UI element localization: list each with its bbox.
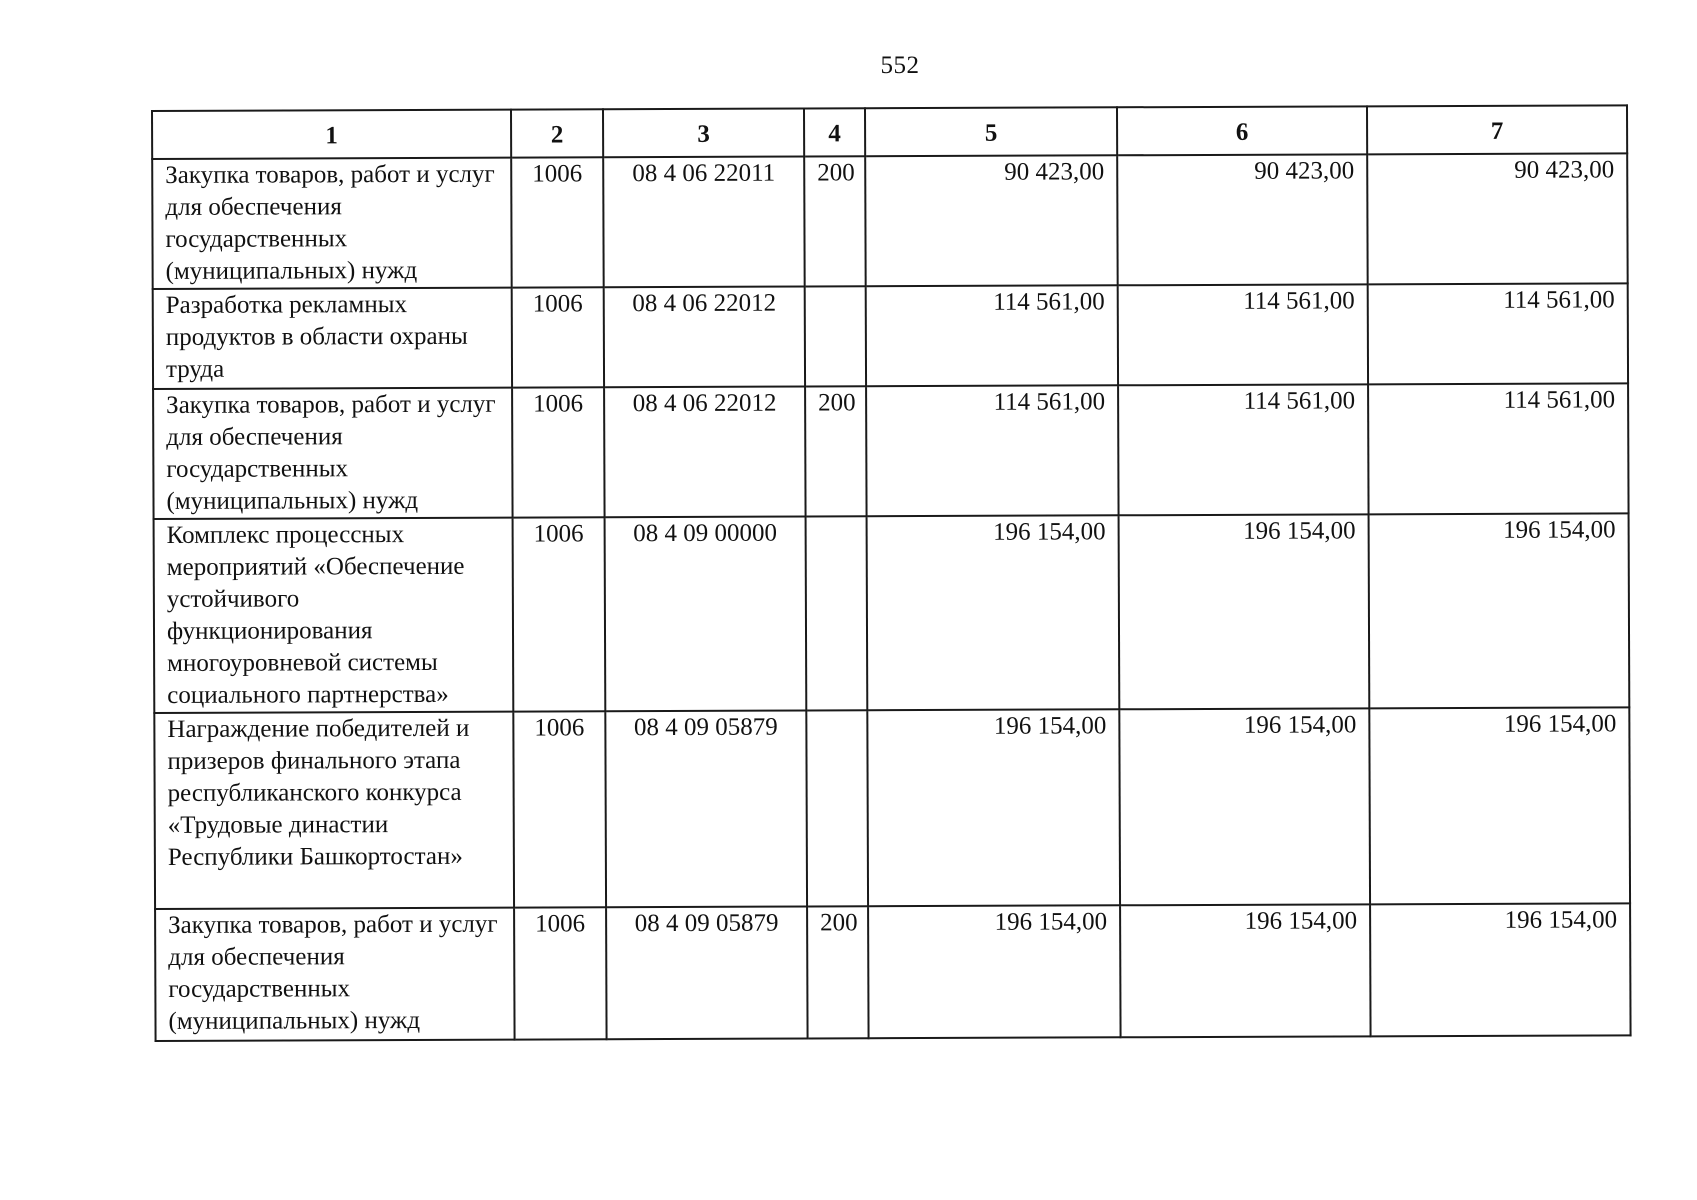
header-col-1: 1: [152, 110, 511, 159]
row-name: Закупка товаров, работ и услуг для обеспечения государственных (муниципальных) нужд: [153, 388, 512, 519]
row-amount-6: 196 154,00: [1119, 514, 1370, 709]
header-col-5: 5: [865, 107, 1117, 156]
row-amount-6: 114 561,00: [1118, 384, 1368, 515]
row-amount-7: 196 154,00: [1370, 903, 1631, 1036]
row-section-code: 1006: [513, 711, 606, 907]
header-col-3: 3: [603, 108, 804, 157]
table-row: [153, 383, 1628, 519]
row-amount-7: 114 561,00: [1368, 283, 1628, 384]
table-row: [155, 903, 1630, 1041]
row-target-code: 08 4 06 22011: [603, 156, 804, 287]
row-amount-7: 196 154,00: [1369, 513, 1630, 708]
row-amount-6: 196 154,00: [1119, 708, 1370, 905]
header-row: [152, 105, 1627, 159]
row-amount-6: 114 561,00: [1118, 284, 1368, 385]
row-target-code: 08 4 09 05879: [605, 710, 807, 907]
row-amount-5: 196 154,00: [867, 709, 1120, 906]
header-col-7: 7: [1367, 105, 1627, 154]
table-row: [152, 153, 1627, 289]
header-col-2: 2: [511, 109, 603, 157]
table-row: [153, 283, 1628, 389]
row-name: Закупка товаров, работ и услуг для обеспечения государственных (муниципальных) нужд: [152, 158, 511, 289]
row-name: Награждение победителей и призеров финального этапа республиканского конкурса «Трудовые династии Республики Башкортостан»: [154, 712, 514, 909]
header-col-4: 4: [804, 108, 865, 156]
row-expense-type: 200: [805, 386, 866, 516]
row-section-code: 1006: [512, 387, 604, 517]
row-expense-type: 200: [804, 156, 865, 286]
row-amount-5: 90 423,00: [865, 155, 1117, 286]
row-amount-5: 114 561,00: [866, 385, 1118, 516]
row-amount-5: 114 561,00: [866, 285, 1118, 386]
row-amount-6: 90 423,00: [1117, 154, 1367, 285]
row-target-code: 08 4 06 22012: [604, 386, 805, 517]
row-amount-7: 196 154,00: [1369, 707, 1630, 904]
page-number: 552: [880, 52, 920, 79]
row-section-code: 1006: [511, 157, 603, 287]
row-amount-6: 196 154,00: [1120, 904, 1371, 1037]
row-section-code: 1006: [513, 517, 606, 711]
table-row: [154, 513, 1630, 713]
row-target-code: 08 4 06 22012: [604, 286, 805, 387]
row-expense-type: [806, 516, 868, 710]
row-target-code: 08 4 09 05879: [606, 906, 808, 1039]
row-amount-7: 90 423,00: [1367, 153, 1627, 284]
row-section-code: 1006: [514, 907, 607, 1039]
row-name: Закупка товаров, работ и услуг для обеспечения государственных (муниципальных) нужд: [155, 908, 515, 1041]
row-target-code: 08 4 09 00000: [605, 516, 807, 711]
header-col-6: 6: [1117, 106, 1367, 155]
row-amount-5: 196 154,00: [868, 905, 1121, 1038]
table-body: [152, 153, 1630, 1041]
row-expense-type: 200: [807, 906, 869, 1038]
table-header: [152, 105, 1627, 159]
row-expense-type: [806, 710, 868, 906]
row-amount-5: 196 154,00: [867, 515, 1120, 710]
row-section-code: 1006: [512, 287, 604, 387]
budget-table: [151, 104, 1632, 1042]
row-name: Комплекс процессных мероприятий «Обеспечение устойчивого функционирования многоуровневой системы социального партнерства»: [154, 518, 514, 713]
table-row: [154, 707, 1630, 909]
row-name: Разработка рекламных продуктов в области охраны труда: [153, 288, 512, 389]
row-amount-7: 114 561,00: [1368, 383, 1628, 514]
row-expense-type: [805, 286, 866, 386]
